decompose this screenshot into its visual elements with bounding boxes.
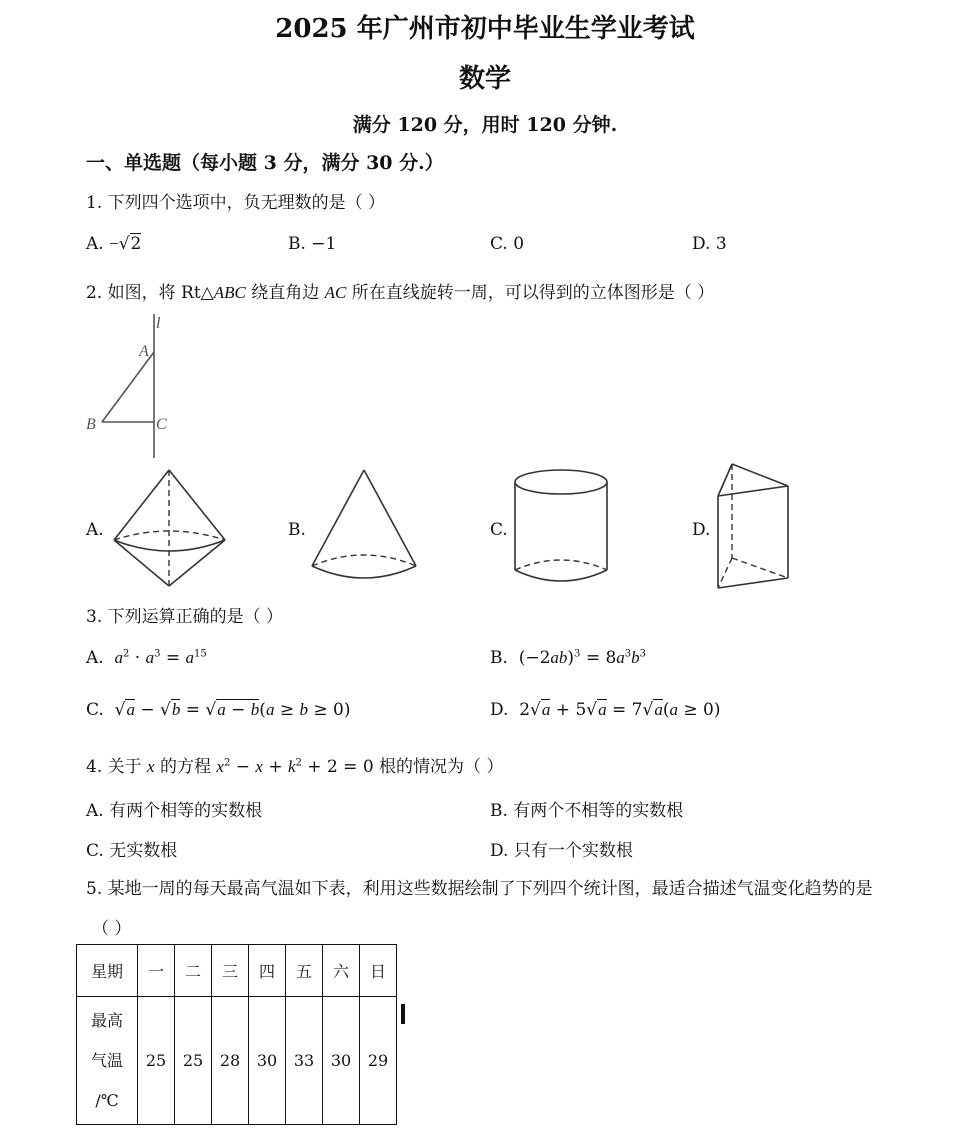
label-l: l	[156, 315, 161, 332]
score-info: 满分 120 分，用时 120 分钟.	[352, 114, 618, 136]
temperature-table	[76, 944, 397, 1125]
table-day-cell: 五	[286, 945, 323, 997]
triangular-prism-figure	[714, 460, 794, 594]
table-temp-cell: 25	[138, 997, 175, 1125]
q4-option-d: D. 只有一个实数根	[490, 841, 633, 861]
cone-figure	[308, 466, 422, 586]
question-5-stem: 5. 某地一周的每天最高气温如下表，利用这些数据绘制了下列四个统计图，最适合描述气温变化趋势的是	[86, 879, 873, 899]
table-day-cell: 四	[249, 945, 286, 997]
table-day-cell: 三	[212, 945, 249, 997]
table-day-cell: 二	[175, 945, 212, 997]
table-temp-cell: 33	[286, 997, 323, 1125]
cylinder-figure	[510, 466, 614, 588]
q4-option-b: B. 有两个不相等的实数根	[490, 801, 684, 821]
q4-option-c: C. 无实数根	[86, 841, 178, 861]
exam-title: 2025 年广州市初中毕业生学业考试	[275, 14, 695, 44]
table-header-cell: 星期	[77, 945, 138, 997]
question-4-stem: 4. 关于 x 的方程 $x^2 - x + k^2 + 2 = 0$ 根的情况为（ ）	[86, 757, 504, 777]
q3-option-d: D. 2√a + 5√a = 7√a(a ≥ 0)	[490, 700, 721, 720]
label-a: A	[139, 343, 149, 360]
table-day-cell: 六	[323, 945, 360, 997]
text-cursor	[401, 1004, 405, 1024]
q4-option-a: A. 有两个相等的实数根	[86, 801, 263, 821]
q1-option-c: C. 0	[490, 234, 525, 254]
q2-option-a-label: A.	[86, 520, 104, 540]
double-cone-figure	[110, 466, 230, 591]
q3-option-a: A. $a^2 \cdot a^3 = a^{15}$	[86, 648, 207, 668]
q3-option-c: C. √a − √b = √a − b(a ≥ b ≥ 0)	[86, 700, 351, 720]
question-1-stem: 1. 下列四个选项中，负无理数的是（ ）	[86, 193, 386, 213]
label-b: B	[86, 416, 96, 433]
question-3-stem: 3. 下列运算正确的是（ ）	[86, 607, 284, 627]
q2-option-d-label: D.	[692, 520, 711, 540]
q1-option-b: B. −1	[288, 234, 337, 254]
table-temp-cell: 30	[323, 997, 360, 1125]
table-temp-cell: 28	[212, 997, 249, 1125]
table-temp-cell: 25	[175, 997, 212, 1125]
q2-option-b-label: B.	[288, 520, 306, 540]
q3-option-b: B. $(-2ab)^3 = 8a^3b^3$	[490, 648, 647, 668]
q1-option-d: D. 3	[692, 234, 727, 254]
table-row-days	[77, 945, 397, 997]
q2-option-c-label: C.	[490, 520, 508, 540]
label-c: C	[156, 416, 167, 433]
q2-triangle-figure	[84, 312, 174, 462]
subject-title: 数学	[458, 64, 511, 94]
question-5-paren: （ ）	[92, 919, 132, 939]
table-day-cell: 一	[138, 945, 175, 997]
table-temp-cell: 29	[360, 997, 397, 1125]
table-header-cell: 最高 气温 /℃	[77, 997, 138, 1125]
section-heading: 一、单选题（每小题 3 分，满分 30 分.）	[86, 152, 444, 174]
table-temp-cell: 30	[249, 997, 286, 1125]
table-day-cell: 日	[360, 945, 397, 997]
question-2-stem: 2. 如图，将 Rt△ABC 绕直角边 AC 所在直线旋转一周，可以得到的立体图形是（ ）	[86, 283, 715, 303]
q1-option-a: A. −√2	[86, 234, 142, 254]
table-row-temps	[77, 997, 397, 1125]
